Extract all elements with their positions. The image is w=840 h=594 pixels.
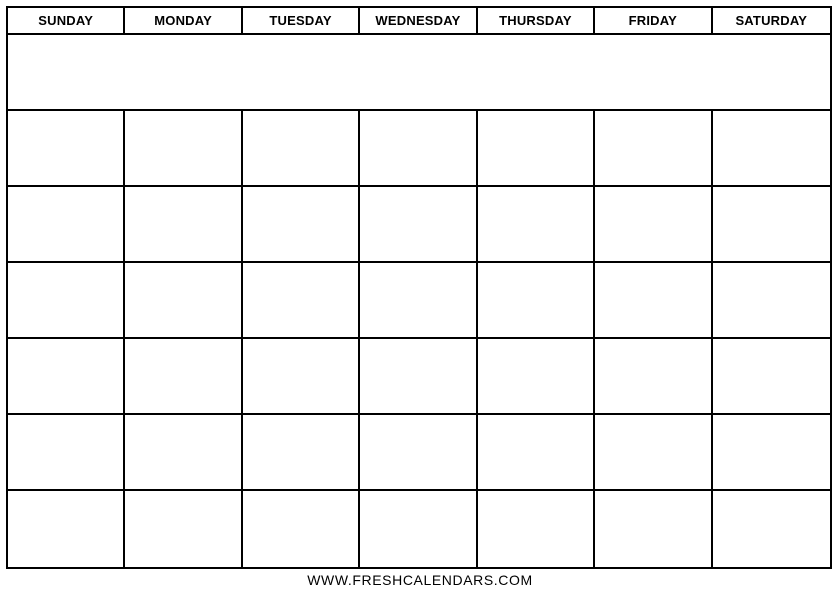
day-cell — [360, 415, 477, 491]
day-cell — [595, 187, 712, 263]
day-cell — [713, 491, 830, 567]
day-cell — [8, 111, 125, 187]
day-cell — [8, 263, 125, 339]
day-cell — [360, 263, 477, 339]
day-cell — [478, 263, 595, 339]
day-cell — [125, 111, 242, 187]
day-cell — [360, 111, 477, 187]
day-cell — [125, 187, 242, 263]
day-cell — [243, 415, 360, 491]
day-cell — [595, 339, 712, 415]
day-cell — [713, 187, 830, 263]
day-cell — [243, 491, 360, 567]
day-cell — [478, 111, 595, 187]
day-cell — [243, 187, 360, 263]
day-cell — [360, 187, 477, 263]
day-cell — [478, 339, 595, 415]
footer-website-url: WWW.FRESHCALENDARS.COM — [307, 572, 533, 588]
day-cell — [125, 263, 242, 339]
day-cell — [125, 491, 242, 567]
day-cell — [478, 491, 595, 567]
day-header-friday: FRIDAY — [595, 8, 712, 35]
day-cell — [713, 415, 830, 491]
day-cell — [595, 111, 712, 187]
day-header-monday: MONDAY — [125, 8, 242, 35]
day-cell — [360, 491, 477, 567]
day-header-sunday: SUNDAY — [8, 8, 125, 35]
day-cell — [125, 339, 242, 415]
day-cell — [8, 415, 125, 491]
day-cell — [360, 339, 477, 415]
day-cell — [243, 263, 360, 339]
day-cell — [713, 263, 830, 339]
day-cell — [478, 415, 595, 491]
day-cell — [8, 339, 125, 415]
day-cell — [713, 339, 830, 415]
day-cell — [125, 415, 242, 491]
day-header-saturday: SATURDAY — [713, 8, 830, 35]
day-cell — [8, 187, 125, 263]
day-cell — [595, 263, 712, 339]
day-cell — [243, 339, 360, 415]
day-cell — [243, 111, 360, 187]
day-header-tuesday: TUESDAY — [243, 8, 360, 35]
day-header-wednesday: WEDNESDAY — [360, 8, 477, 35]
month-title-area — [8, 35, 830, 111]
day-header-thursday: THURSDAY — [478, 8, 595, 35]
calendar-grid — [6, 6, 832, 569]
day-cell — [713, 111, 830, 187]
day-cell — [478, 187, 595, 263]
day-cell — [595, 415, 712, 491]
day-cell — [8, 491, 125, 567]
day-cell — [595, 491, 712, 567]
